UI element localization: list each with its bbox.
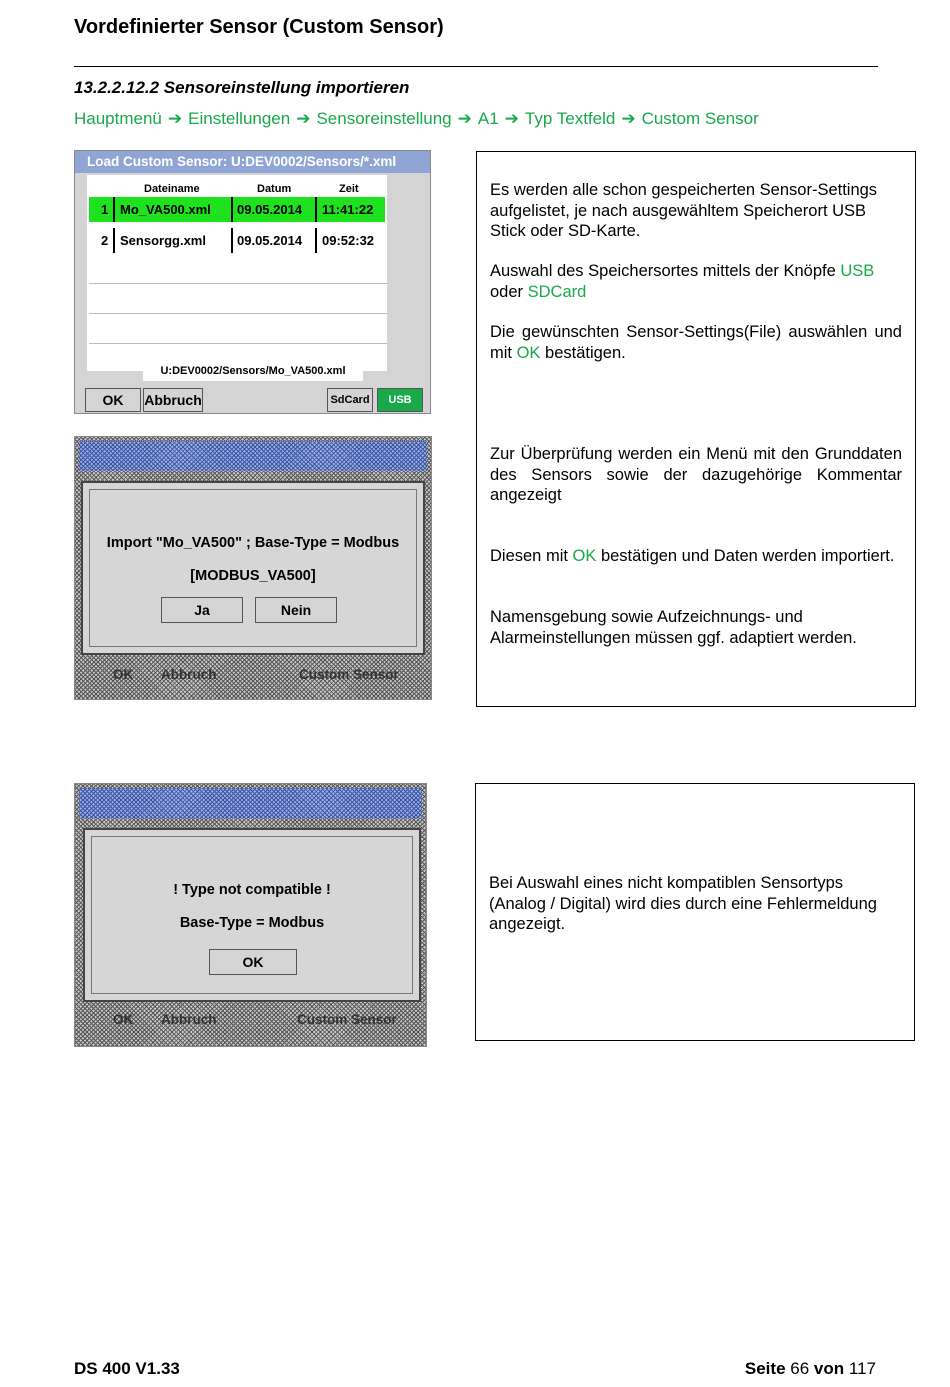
file-row[interactable] (89, 228, 385, 253)
row-time: 09:52:32 (322, 233, 375, 248)
bottom-custom-sensor-label: Custom Sensor (297, 1012, 397, 1027)
bottom-ok-label: OK (113, 1012, 134, 1027)
nein-button[interactable]: Nein (255, 597, 337, 623)
box1-paragraph-3: Die gewünschten Sensor-Settings(File) auswählen und mit OK bestätigen. (490, 323, 902, 362)
sdcard-button[interactable]: SdCard (327, 388, 373, 412)
bottom-ok-label: OK (113, 667, 134, 682)
ja-button[interactable]: Ja (161, 597, 243, 623)
arrow-icon: ➔ (296, 109, 311, 128)
sdcard-highlight: SDCard (527, 282, 587, 301)
bottom-abbruch-label: Abbruch (161, 667, 217, 682)
box1-paragraph-2: Auswahl des Speichersortes mittels der Knöpfe USB oder SDCard (490, 262, 875, 301)
ok-highlight: OK (516, 343, 541, 362)
row-date: 09.05.2014 (237, 202, 303, 217)
incompatible-dialog (83, 828, 421, 1002)
breadcrumb (74, 109, 759, 129)
box2-paragraph-2: Diesen mit OK bestätigen und Daten werden importiert. (490, 547, 895, 565)
file-row-selected[interactable] (89, 197, 385, 222)
row-number: 1 (101, 202, 109, 217)
breadcrumb-item: Typ Textfeld (524, 109, 616, 128)
ok-button[interactable]: OK (209, 949, 297, 975)
ok-highlight: OK (572, 547, 597, 565)
row-divider (89, 313, 387, 314)
usb-button[interactable]: USB (377, 388, 423, 412)
dithered-title-bar (79, 788, 422, 818)
screen-title-bar: Load Custom Sensor: U:DEV0002/Sensors/*.xml (75, 151, 430, 173)
page-header-title: Vordefinierter Sensor (Custom Sensor) (74, 16, 444, 38)
row-filename: Sensorgg.xml (120, 233, 206, 248)
arrow-icon: ➔ (167, 109, 183, 128)
breadcrumb-item: Einstellungen (188, 109, 291, 128)
arrow-icon: ➔ (457, 109, 472, 128)
dithered-title-bar (79, 441, 427, 471)
column-header-zeit: Zeit (339, 183, 359, 195)
description-box-1 (476, 151, 916, 707)
bottom-custom-sensor-label: Custom Sensor (299, 667, 399, 682)
box1-paragraph-1: Es werden alle schon gespeicherten Sensor-Settings aufgelistet, je nach ausgewähltem Speicherort USB Stick oder SD-Karte. (490, 181, 878, 240)
column-header-dateiname: Dateiname (144, 183, 200, 195)
column-header-datum: Datum (257, 183, 292, 195)
load-custom-sensor-screenshot (74, 150, 431, 414)
breadcrumb-item: Sensoreinstellung (316, 109, 452, 128)
arrow-icon: ➔ (621, 109, 636, 128)
row-filename: Mo_VA500.xml (120, 202, 211, 217)
abbruch-button[interactable]: Abbruch (143, 388, 203, 412)
usb-highlight: USB (840, 262, 875, 280)
breadcrumb-item: A1 (477, 109, 499, 128)
row-time: 11:41:22 (322, 202, 374, 217)
file-list (87, 175, 387, 371)
box3-paragraph-1: Bei Auswahl eines nicht kompatiblen Sensortyps (Analog / Digital) wird dies durch eine Fehlermeldung angezeigt. (489, 874, 877, 933)
incompatible-dialog-screenshot (74, 783, 427, 1047)
breadcrumb-item: Custom Sensor (641, 109, 759, 128)
bottom-abbruch-label: Abbruch (161, 1012, 217, 1027)
import-dialog-screenshot (74, 436, 432, 700)
import-dialog (81, 481, 425, 655)
footer-page-number: Seite 66 von 117 (744, 1359, 876, 1378)
box2-paragraph-1: Zur Überprüfung werden ein Menü mit den Grunddaten des Sensors sowie der dazugehörige Kommentar angezeigt (490, 445, 902, 504)
import-sensor-name: [MODBUS_VA500] (190, 568, 316, 584)
description-box-2 (475, 783, 915, 1041)
section-heading: 13.2.2.12.2 Sensoreinstellung importieren (74, 78, 410, 97)
import-message: Import "Mo_VA500" ; Base-Type = Modbus (106, 535, 400, 551)
row-date: 09.05.2014 (237, 233, 303, 248)
row-divider (89, 283, 387, 284)
ok-button[interactable]: OK (85, 388, 141, 412)
arrow-icon: ➔ (504, 109, 519, 128)
error-message: ! Type not compatible ! (173, 882, 331, 898)
breadcrumb-item: Hauptmenü (74, 109, 162, 128)
footer-version: DS 400 V1.33 (74, 1359, 180, 1378)
selected-path-field: U:DEV0002/Sensors/Mo_VA500.xml (143, 361, 363, 381)
header-divider (74, 66, 878, 67)
row-divider (89, 343, 387, 344)
error-base-type: Base-Type = Modbus (179, 915, 325, 931)
box2-paragraph-3: Namensgebung sowie Aufzeichnungs- und Alarmeinstellungen müssen ggf. adaptiert werden. (490, 608, 857, 647)
row-number: 2 (101, 233, 109, 248)
